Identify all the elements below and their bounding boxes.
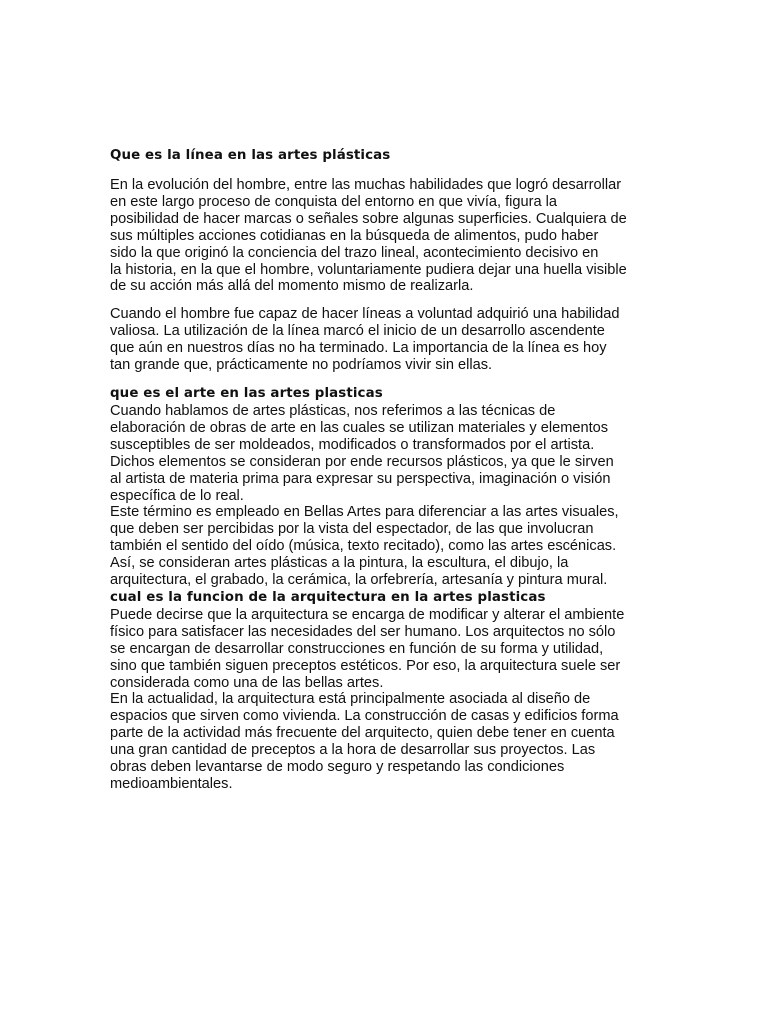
spacer bbox=[110, 374, 662, 385]
text-line: físico para satisfacer las necesidades del ser humano. Los arquitectos no sólo bbox=[110, 623, 616, 640]
section3-body bbox=[110, 607, 662, 793]
section1-paragraph1 bbox=[110, 177, 662, 295]
text-line: valiosa. La utilización de la línea marcó el inicio de un desarrollo ascendente bbox=[110, 323, 605, 340]
text-line: al artista de materia prima para expresar su perspectiva, imaginación o visión bbox=[110, 470, 611, 487]
section1-paragraph2 bbox=[110, 306, 662, 374]
text-line: en este largo proceso de conquista del entorno en que vivía, figura la bbox=[110, 193, 558, 210]
text-line: posibilidad de hacer marcas o señales sobre algunas superficies. Cualquiera de bbox=[110, 210, 627, 227]
text-line: sido la que originó la conciencia del trazo lineal, acontecimiento decisivo en bbox=[110, 244, 599, 261]
text-line: sus múltiples acciones cotidianas en la búsqueda de alimentos, pudo haber bbox=[110, 227, 599, 244]
text-line: Así, se consideran artes plásticas a la pintura, la escultura, el dibujo, la bbox=[110, 555, 569, 572]
text-line: espacios que sirven como vivienda. La construcción de casas y edificios forma bbox=[110, 708, 619, 725]
text-line: de su acción más allá del momento mismo de realizarla. bbox=[110, 278, 474, 295]
document-title: Que es la línea en las artes plásticas bbox=[110, 148, 391, 163]
text-line: elaboración de obras de arte en las cuales se utilizan materiales y elementos bbox=[110, 419, 609, 436]
section2-heading: que es el arte en las artes plasticas bbox=[110, 385, 383, 401]
section2-body bbox=[110, 403, 662, 589]
text-line: Cuando hablamos de artes plásticas, nos referimos a las técnicas de bbox=[110, 402, 556, 419]
text-line: que deben ser percibidas por la vista del espectador, de las que involucran bbox=[110, 521, 594, 538]
text-line: susceptibles de ser moldeados, modificados o transformados por el artista. bbox=[110, 436, 595, 453]
text-line: parte de la actividad más frecuente del arquitecto, quien debe tener en cuenta bbox=[110, 725, 615, 742]
text-line: medioambientales. bbox=[110, 776, 233, 792]
text-line: sino que también siguen preceptos estéticos. Por eso, la arquitectura suele ser bbox=[110, 657, 621, 674]
text-line: que aún en nuestros días no ha terminado. La importancia de la línea es hoy bbox=[110, 340, 607, 357]
text-line: Puede decirse que la arquitectura se encarga de modificar y alterar el ambiente bbox=[110, 606, 625, 623]
text-line: Cuando el hombre fue capaz de hacer líneas a voluntad adquirió una habilidad bbox=[110, 306, 620, 323]
section3-heading: cual es la funcion de la arquitectura en la artes plasticas bbox=[110, 589, 546, 605]
text-line: Este término es empleado en Bellas Artes para diferenciar a las artes visuales, bbox=[110, 504, 619, 521]
text-line: considerada como una de las bellas artes. bbox=[110, 674, 384, 691]
text-line: tan grande que, prácticamente no podríamos vivir sin ellas. bbox=[110, 357, 493, 374]
text-line: la historia, en la que el hombre, voluntariamente pudiera dejar una huella visible bbox=[110, 261, 627, 278]
text-line: una gran cantidad de preceptos a la hora de desarrollar sus proyectos. Las bbox=[110, 742, 596, 759]
text-line: Dichos elementos se consideran por ende recursos plásticos, ya que le sirven bbox=[110, 453, 614, 470]
text-line: En la actualidad, la arquitectura está principalmente asociada al diseño de bbox=[110, 691, 591, 708]
text-line: arquitectura, el grabado, la cerámica, la orfebrería, artesanía y pintura mural. bbox=[110, 572, 608, 589]
text-line: también el sentido del oído (música, texto recitado), como las artes escénicas. bbox=[110, 538, 617, 555]
spacer bbox=[110, 165, 662, 177]
text-line: En la evolución del hombre, entre las muchas habilidades que logró desarrollar bbox=[110, 177, 622, 193]
text-line: obras deben levantarse de modo seguro y respetando las condiciones bbox=[110, 759, 565, 776]
document-page bbox=[110, 147, 662, 793]
text-line: específica de lo real. bbox=[110, 487, 244, 504]
spacer bbox=[110, 295, 662, 306]
text-line: se encargan de desarrollar construcciones en función de su forma y utilidad, bbox=[110, 640, 604, 657]
